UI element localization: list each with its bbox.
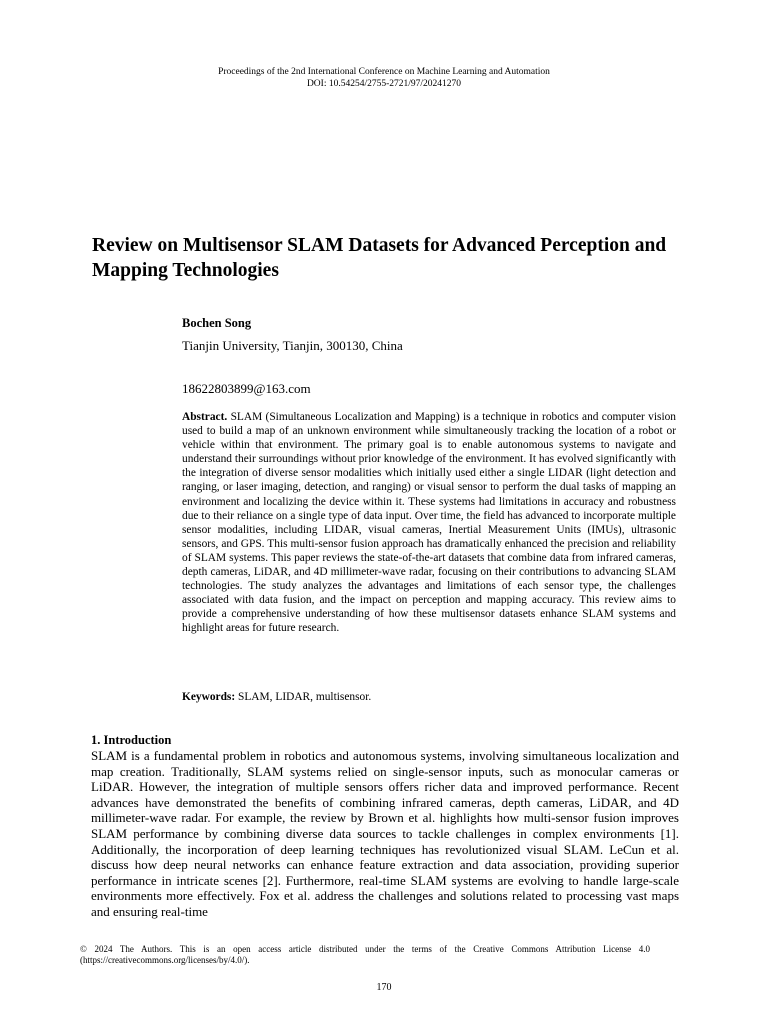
proceedings-line: Proceedings of the 2nd International Conference on Machine Learning and Automation	[218, 67, 550, 77]
paper-title: Review on Multisensor SLAM Datasets for Advanced Perception and Mapping Technologies	[92, 235, 667, 281]
license-footnote: © 2024 The Authors. This is an open access article distributed under the terms of the Creative Commons Attribution License 4.0 (https://creativecommons.org/licenses/by/4.0/).	[80, 944, 650, 965]
page-number: 170	[376, 982, 392, 993]
author-email: 18622803899@163.com	[182, 381, 311, 396]
section-heading: 1. Introduction	[91, 733, 172, 747]
doi-line: DOI: 10.54254/2755-2721/97/20241270	[306, 79, 462, 89]
author-affiliation: Tianjin University, Tianjin, 300130, China	[182, 338, 403, 353]
abstract-text: SLAM (Simultaneous Localization and Mapping) is a technique in robotics and computer vision used to build a map of an unknown environment while simultaneously tracking the location of a robot or vehicle within that environment. The primary goal is to enable autonomous systems to navigate and understand their surroundings without prior knowledge of the environment. It has evolved significantly with the integration of diverse sensor modalities which initially used either a single LIDAR (light detection and ranging, or laser imaging, detection, and ranging) or visual sensor to perform the dual tasks of mapping an environment and localizing the device within it. These systems had limitations in accuracy and robustness due to their reliance on a single type of data input. Over time, the field has advanced to incorporate multiple sensor modalities, including LIDAR, visual cameras, Inertial Measurement Units (IMUs), ultrasonic sensors, and GPS. This multi-sensor fusion approach has dramatically enhanced the precision and reliability of SLAM systems. This paper reviews the state-of-the-art datasets that combine data from infrared cameras, depth cameras, LiDAR, and 4D millimeter-wave radar, focusing on their contributions to advancing SLAM technologies. The study analyzes the advantages and limitations of each sensor type, the challenges associated with data fusion, and the impact on perception and mapping accuracy. This review aims to provide a comprehensive understanding of how these multisensor datasets enhance SLAM systems and highlight areas for future research.	[182, 411, 676, 635]
keywords-text: SLAM, LIDAR, multisensor.	[238, 691, 372, 703]
author-name: Bochen Song	[182, 316, 252, 330]
abstract-label: Abstract.	[182, 411, 228, 423]
keywords-label: Keywords:	[182, 691, 236, 703]
section-body: SLAM is a fundamental problem in robotics and autonomous systems, involving simultaneous localization and map creation. Traditionally, SLAM systems relied on single-sensor inputs, such as monocular cameras or LiDAR. However, the integration of multiple sensors offers richer data and improved performance. Recent advances have demonstrated the benefits of combining infrared cameras, depth cameras, LiDAR, and 4D millimeter-wave radar. For example, the review by Brown et al. highlights how multi-sensor fusion improves SLAM performance by combining diverse data sources to tackle challenges in complex environments [1]. Additionally, the incorporation of deep learning techniques has revolutionized visual SLAM. LeCun et al. discuss how deep neural networks can enhance feature extraction and data association, providing superior performance in intricate scenes [2]. Furthermore, real-time SLAM systems are evolving to handle large-scale environments more effectively. Fox et al. address the challenges and solutions related to processing vast maps and ensuring real-time	[91, 748, 679, 919]
keywords	[182, 690, 676, 704]
abstract	[182, 410, 676, 636]
running-header	[0, 66, 768, 90]
